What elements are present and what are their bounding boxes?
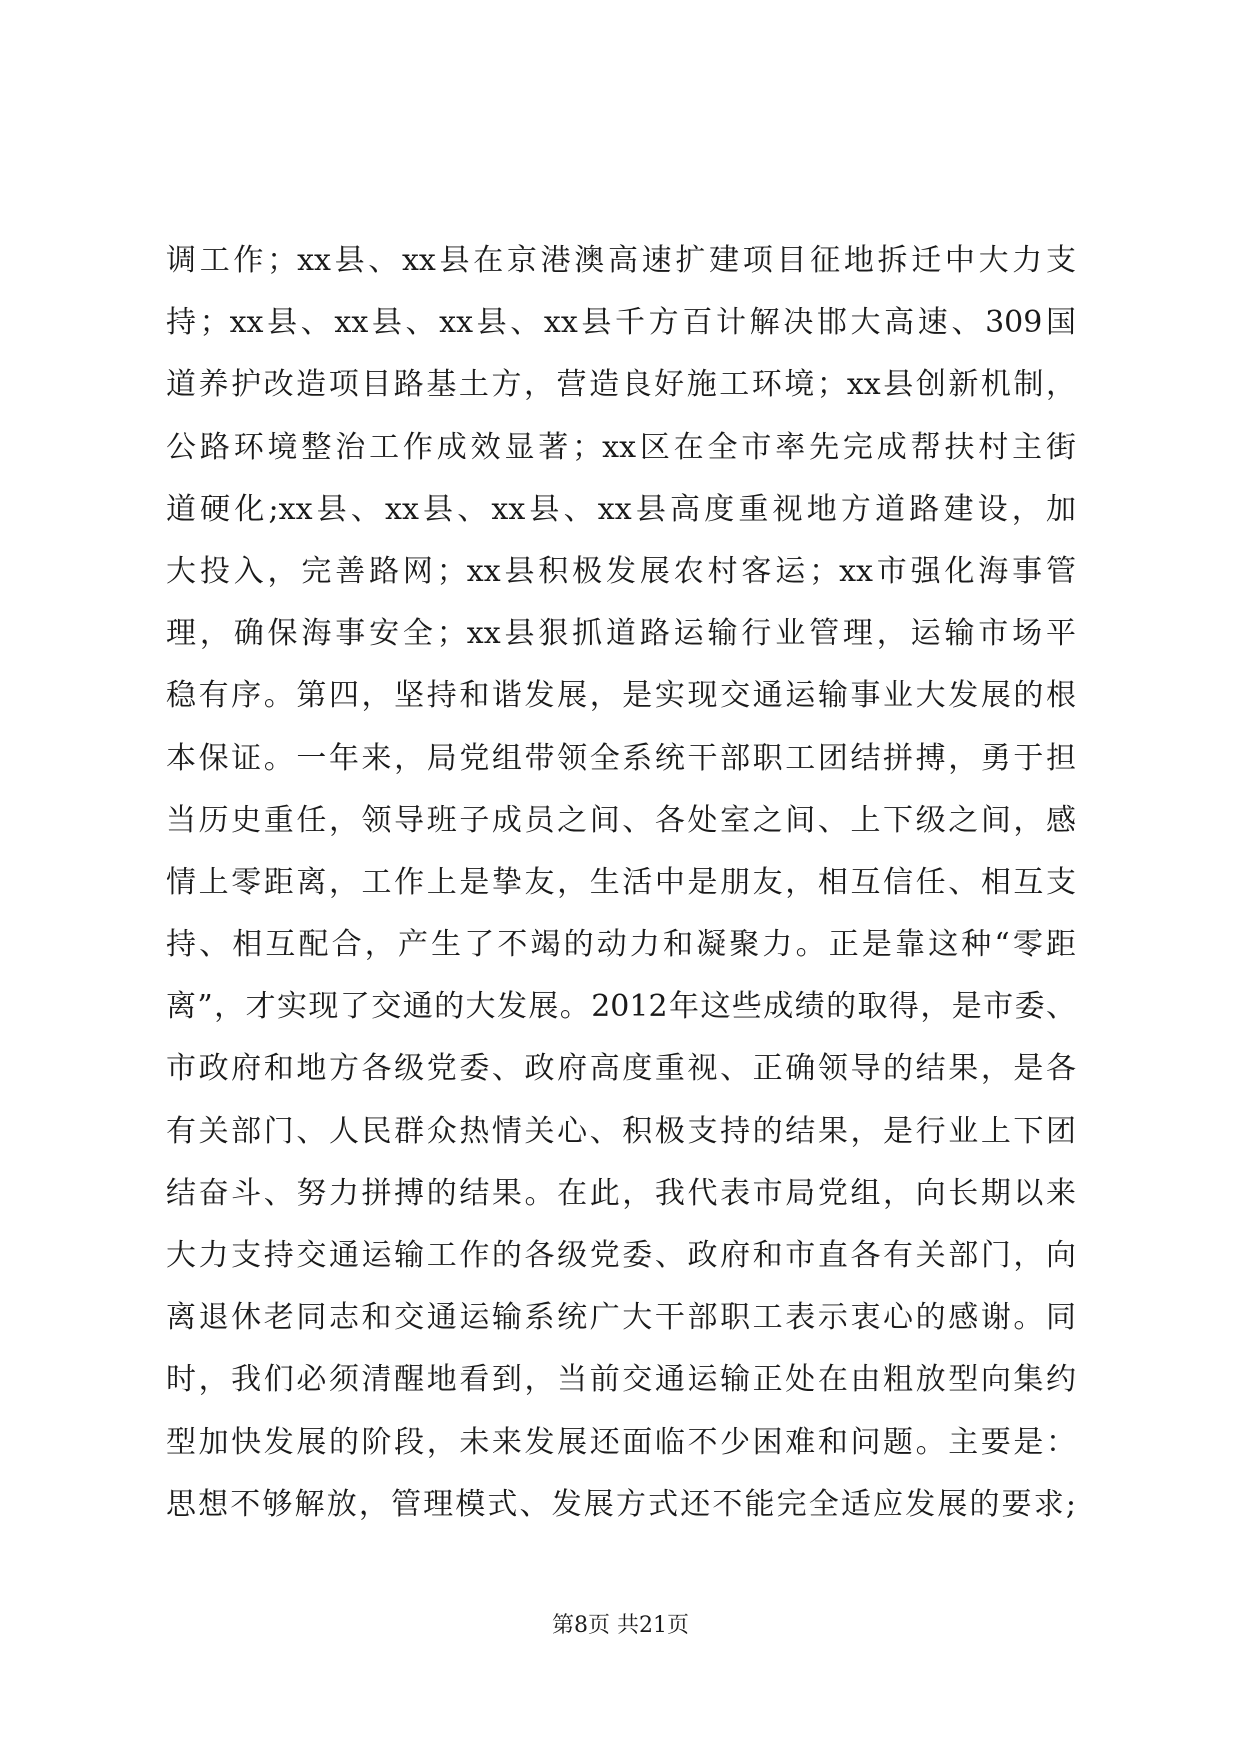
text-line: 时，我们必须清醒地看到，当前交通运输正处在由粗放型向集约: [166, 1362, 1076, 1398]
text-line: 当历史重任，领导班子成员之间、各处室之间、上下级之间，感: [166, 802, 1076, 838]
text-line: 思想不够解放，管理模式、发展方式还不能完全适应发展的要求;: [166, 1486, 1076, 1522]
text-line: 离”，才实现了交通的大发展。2012年这些成绩的取得，是市委、: [166, 989, 1076, 1025]
text-line: 有关部门、人民群众热情关心、积极支持的结果，是行业上下团: [166, 1113, 1076, 1149]
text-line: 持；xx县、xx县、xx县、xx县千方百计解决邯大高速、309国: [166, 305, 1076, 341]
text-line: 调工作；xx县、xx县在京港澳高速扩建项目征地拆迁中大力支: [166, 243, 1076, 278]
text-line: 大力支持交通运输工作的各级党委、政府和市直各有关部门，向: [166, 1238, 1076, 1273]
text-line: 道硬化;xx县、xx县、xx县、xx县高度重视地方道路建设，加: [166, 491, 1076, 527]
text-line: 型加快发展的阶段，未来发展还面临不少困难和问题。主要是：: [166, 1424, 1076, 1460]
text-line: 道养护改造项目路基土方，营造良好施工环境；xx县创新机制，: [166, 367, 1076, 403]
text-line: 结奋斗、努力拼搏的结果。在此，我代表市局党组，向长期以来: [166, 1175, 1076, 1211]
text-line: 公路环境整治工作成效显著；xx区在全市率先完成帮扶村主街: [166, 429, 1076, 465]
text-line: 情上零距离，工作上是挚友，生活中是朋友，相互信任、相互支: [166, 864, 1076, 900]
text-line: 本保证。一年来，局党组带领全系统干部职工团结拼搏，勇于担: [166, 740, 1076, 776]
text-line: 市政府和地方各级党委、政府高度重视、正确领导的结果，是各: [166, 1051, 1076, 1087]
text-line: 理，确保海事安全；xx县狠抓道路运输行业管理，运输市场平: [166, 616, 1076, 652]
text-line: 离退休老同志和交通运输系统广大干部职工表示衷心的感谢。同: [166, 1300, 1076, 1336]
page-number-footer: 第8页 共21页: [552, 1613, 689, 1638]
text-line: 稳有序。第四，坚持和谐发展，是实现交通运输事业大发展的根: [166, 678, 1076, 714]
text-line: 大投入，完善路网；xx县积极发展农村客运；xx市强化海事管: [166, 553, 1076, 589]
text-line: 持、相互配合，产生了不竭的动力和凝聚力。正是靠这种“零距: [166, 927, 1076, 963]
body-text: [166, 230, 1076, 1536]
